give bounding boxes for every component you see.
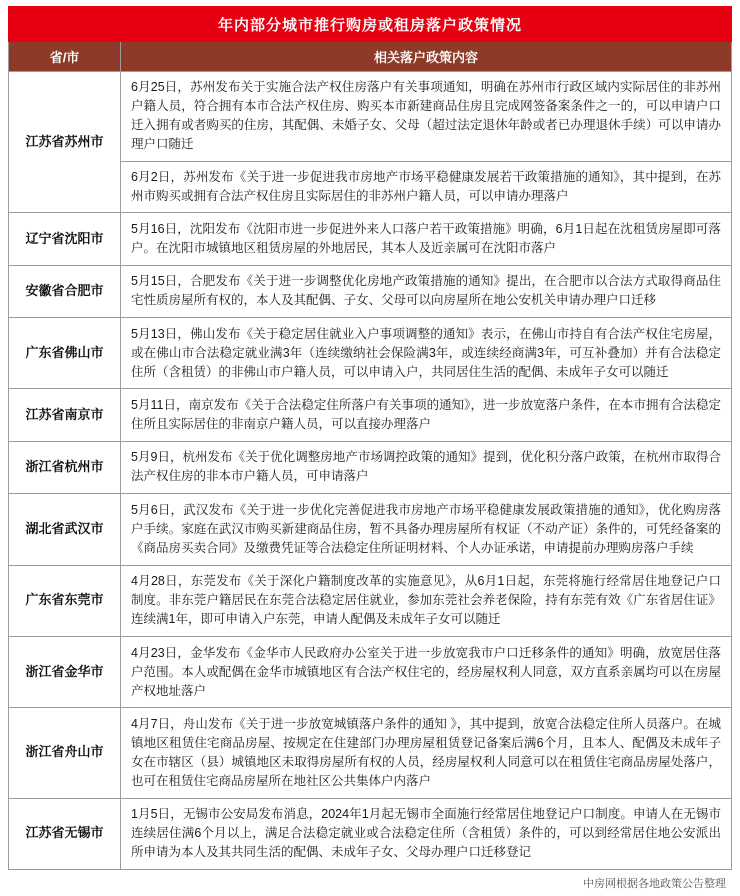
policy-cell bbox=[121, 442, 731, 493]
table-row bbox=[9, 636, 731, 707]
province-cell: 浙江省金华市 bbox=[9, 637, 121, 707]
table-row bbox=[9, 565, 731, 636]
table-row bbox=[9, 441, 731, 493]
policy-cell bbox=[121, 161, 731, 213]
policy-text: 4月7日，舟山发布《关于进一步放宽城镇落户条件的通知 》，其中提到，放宽合法稳定住所人员落户。在城镇地区租赁住宅商品房屋、按规定在住建部门办理房屋租赁登记备案后满6个月，且本人、配偶及未成年子女在市辖区（县）城镇地区未取得房屋所有权的人员，经房屋权利人同意可以在租赁住宅商品房屋处落户，也可在租赁住宅商品房屋所在地社区公共集体户内落户 bbox=[131, 716, 721, 788]
table-row bbox=[9, 798, 731, 869]
policy-list bbox=[121, 213, 731, 264]
table-row bbox=[9, 212, 731, 264]
table-row bbox=[9, 707, 731, 797]
policy-cell bbox=[121, 266, 731, 317]
source-note: 中房网根据各地政策公告整理 bbox=[583, 878, 726, 890]
policy-table bbox=[8, 42, 732, 870]
policy-cell bbox=[121, 389, 731, 440]
province-cell: 安徽省合肥市 bbox=[9, 266, 121, 317]
policy-list bbox=[121, 442, 731, 493]
province-cell: 浙江省舟山市 bbox=[9, 708, 121, 797]
policy-cell bbox=[121, 318, 731, 388]
policy-text: 1月5日，无锡市公安局发布消息，2024年1月起无锡市全面施行经常居住地登记户口制度。申请人在无锡市连续居住满6个月以上，满足合法稳定就业或合法稳定住所（含租赁）条件的，可以到经常居住地公安派出所申请为本人及其共同生活的配偶、未成年子女、父母办理户口迁移登记 bbox=[131, 807, 721, 860]
policy-cell bbox=[121, 799, 731, 869]
policy-text: 4月28日，东莞发布《关于深化户籍制度改革的实施意见》，从6月1日起，东莞将施行经常居住地登记户口制度。非东莞户籍居民在东莞合法稳定居住就业，参加东莞社会养老保险，持有东莞有效《广东省居住证》连续满1年，即可申请入户东莞，申请人配偶及未成年子女可以随迁 bbox=[131, 574, 721, 627]
policy-text: 5月6日，武汉发布《关于进一步优化完善促进我市房地产市场平稳健康发展政策措施的通知》，优化购房落户手续。家庭在武汉市购买新建商品住房，暂不具备办理房屋所有权证（不动产证）条件的，可凭经备案的《商品房买卖合同》及缴费凭证等合法稳定住所证明材料、个人办证承诺，申请提前办理购房落户手续 bbox=[131, 502, 721, 555]
province-cell: 广东省佛山市 bbox=[9, 318, 121, 388]
policy-text: 6月25日，苏州发布关于实施合法产权住房落户有关事项通知，明确在苏州市行政区域内实际居住的非苏州户籍人员，符合拥有本市合法产权住房、购买本市新建商品住房且完成网签备案条件之一的，可以申请户口迁入拥有或者购买的住房，其配偶、未婚子女、父母（超过法定退休年龄或者已办理退休手续）可以申请办理户口随迁 bbox=[131, 80, 721, 152]
table-row bbox=[9, 317, 731, 388]
policy-list bbox=[121, 637, 731, 707]
page-title: 年内部分城市推行购房或租房落户政策情况 bbox=[8, 6, 732, 42]
table-row bbox=[9, 265, 731, 317]
policy-list bbox=[121, 566, 731, 636]
province-cell: 江苏省苏州市 bbox=[9, 72, 121, 212]
province-cell: 湖北省武汉市 bbox=[9, 494, 121, 564]
policy-cell bbox=[121, 566, 731, 636]
policy-list bbox=[121, 494, 731, 564]
policy-list bbox=[121, 318, 731, 388]
province-cell: 浙江省杭州市 bbox=[9, 442, 121, 493]
policy-text: 5月11日，南京发布《关于合法稳定住所落户有关事项的通知》，进一步放宽落户条件，在本市拥有合法稳定住所且实际居住的非南京户籍人员，可以直接办理落户 bbox=[131, 398, 721, 432]
policy-list bbox=[121, 72, 731, 212]
table-body bbox=[9, 71, 731, 869]
policy-list bbox=[121, 266, 731, 317]
table-row bbox=[9, 71, 731, 212]
policy-list bbox=[121, 708, 731, 797]
policy-cell bbox=[121, 637, 731, 707]
policy-cell bbox=[121, 494, 731, 564]
policy-text: 5月9日，杭州发布《关于优化调整房地产市场调控政策的通知》提到，优化积分落户政策，在杭州市取得合法产权住房的非本市户籍人员，可申请落户 bbox=[131, 450, 721, 484]
policy-text: 5月16日，沈阳发布《沈阳市进一步促进外来人口落户若干政策措施》明确，6月1日起在沈租赁房屋即可落户。在沈阳市城镇地区租赁房屋的外地居民，其本人及近亲属可在沈阳市落户 bbox=[131, 222, 721, 256]
policy-text: 5月13日，佛山发布《关于稳定居住就业入户事项调整的通知》表示，在佛山市持自有合法产权住宅房屋，或在佛山市合法稳定就业满3年（连续缴纳社会保险满3年，或连续经商满3年，可互补叠加）并有合法稳定住所（含租赁）的非佛山市户籍人员，可以申请入户，共同居住生活的配偶、未成年子女可以随迁 bbox=[131, 326, 721, 379]
header-content: 相关落户政策内容 bbox=[373, 50, 478, 65]
table-header bbox=[9, 42, 731, 71]
policy-text: 5月15日，合肥发布《关于进一步调整优化房地产政策措施的通知》提出，在合肥市以合法方式取得商品住宅性质房屋所有权的，本人及其配偶、子女、父母可以向房屋所在地公安机关申请办理户口迁移 bbox=[131, 274, 721, 308]
policy-cell bbox=[121, 708, 731, 797]
province-cell: 江苏省南京市 bbox=[9, 389, 121, 440]
province-cell: 广东省东莞市 bbox=[9, 566, 121, 636]
province-cell: 江苏省无锡市 bbox=[9, 799, 121, 869]
policy-list bbox=[121, 389, 731, 440]
policy-text: 4月23日，金华发布《金华市人民政府办公室关于进一步放宽我市户口迁移条件的通知》明确，放宽居住落户范围。本人或配偶在金华市城镇地区有合法产权住宅的，经房屋权利人同意，双方直系亲属均可以在房屋产权地址落户 bbox=[131, 645, 721, 698]
policy-list bbox=[121, 799, 731, 869]
policy-cell bbox=[121, 213, 731, 264]
policy-cell bbox=[121, 72, 731, 161]
province-cell: 辽宁省沈阳市 bbox=[9, 213, 121, 264]
table-row bbox=[9, 493, 731, 564]
table-row bbox=[9, 388, 731, 440]
header-province: 省/市 bbox=[9, 42, 121, 71]
policy-text: 6月2日，苏州发布《关于进一步促进我市房地产市场平稳健康发展若干政策措施的通知》，其中提到，在苏州市购买或拥有合法产权住房且实际居住的非苏州户籍人员，可以申请办理落户 bbox=[131, 170, 721, 204]
